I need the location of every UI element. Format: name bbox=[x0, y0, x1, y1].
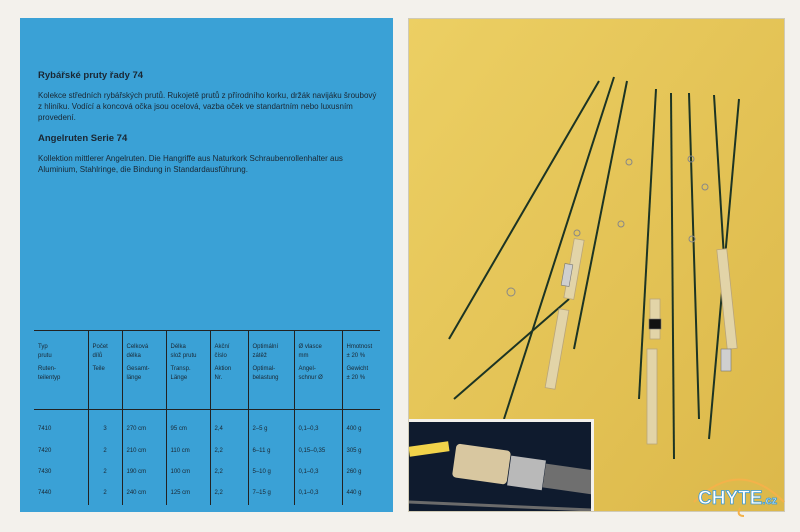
german-description: Kollektion mittlerer Angelruten. Die Hangriffe aus Naturkork Schraubenrollenhalter aus Aluminium, Stahlringe, die Bindung in Standardausführung. bbox=[38, 154, 343, 174]
table-cell: 110 cm bbox=[166, 442, 210, 463]
table-cell: 7–15 g bbox=[248, 484, 294, 505]
table-cell: 240 cm bbox=[122, 484, 166, 505]
czech-header-4: Akční číslo bbox=[210, 331, 248, 362]
table-cell: 0,1–0,3 bbox=[294, 484, 342, 505]
czech-heading: Rybářské pruty řady 74 bbox=[38, 70, 144, 81]
table-cell: 305 g bbox=[342, 442, 380, 463]
czech-header-3: Délka slož prutu bbox=[166, 331, 210, 362]
table-row bbox=[34, 484, 380, 505]
watermark-text: CHYTE.cz bbox=[698, 488, 778, 509]
table-cell: 100 cm bbox=[166, 463, 210, 484]
table-cell: 5–10 g bbox=[248, 463, 294, 484]
table-cell: 2,2 bbox=[210, 484, 248, 505]
table-cell: 210 cm bbox=[122, 442, 166, 463]
table-cell: 7430 bbox=[38, 469, 52, 476]
table-cell: 2,2 bbox=[210, 442, 248, 463]
table-cell: 260 g bbox=[342, 463, 380, 484]
table-cell: 2 bbox=[88, 442, 122, 463]
german-header-1: Teile bbox=[88, 361, 122, 410]
czech-header-7: Hmotnost ± 20 % bbox=[342, 331, 380, 362]
german-header-0: Ruten- teilentyp bbox=[34, 361, 88, 410]
table-cell: 0,1–0,3 bbox=[294, 463, 342, 484]
czech-header-1: Počet dílů bbox=[88, 331, 122, 362]
czech-header-0: Typ prutu bbox=[34, 331, 88, 362]
german-header-3: Transp. Länge bbox=[166, 361, 210, 410]
table-cell: 2,2 bbox=[210, 463, 248, 484]
table-cell: 0,15–0,35 bbox=[294, 442, 342, 463]
reel-seat-closeup-photo bbox=[409, 419, 594, 512]
table-header-german bbox=[34, 361, 380, 410]
table-cell: 270 cm bbox=[122, 410, 166, 443]
rod-spec-table bbox=[34, 330, 380, 505]
german-header-2: Gesamt- länge bbox=[122, 361, 166, 410]
table-cell: 3 bbox=[88, 410, 122, 443]
german-header-6: Angel- schnur Ø bbox=[294, 361, 342, 410]
table-cell: 7440 bbox=[38, 490, 52, 497]
table-cell: 190 cm bbox=[122, 463, 166, 484]
czech-header-6: Ø vlasce mm bbox=[294, 331, 342, 362]
table-cell: 400 g bbox=[342, 410, 380, 443]
table-cell: 2,4 bbox=[210, 410, 248, 443]
table-cell: 7420 bbox=[38, 448, 52, 455]
czech-header-2: Celková délka bbox=[122, 331, 166, 362]
table-cell: 6–11 g bbox=[248, 442, 294, 463]
czech-header-5: Optimální zátěž bbox=[248, 331, 294, 362]
catalog-text-panel bbox=[20, 18, 393, 512]
table-cell: 2 bbox=[88, 484, 122, 505]
table-cell: 2 bbox=[88, 463, 122, 484]
table-body bbox=[34, 410, 380, 506]
german-heading: Angelruten Serie 74 bbox=[38, 133, 128, 144]
chyte-watermark-logo bbox=[684, 462, 794, 522]
table-cell: 0,1–0,3 bbox=[294, 410, 342, 443]
german-header-4: Aktion Nr. bbox=[210, 361, 248, 410]
fishing-rods-photo bbox=[408, 18, 785, 512]
table-row bbox=[34, 442, 380, 463]
table-header-czech bbox=[34, 331, 380, 362]
table-cell: 2–5 g bbox=[248, 410, 294, 443]
table-cell: 125 cm bbox=[166, 484, 210, 505]
table-row bbox=[34, 410, 380, 443]
german-header-5: Optimal- belastung bbox=[248, 361, 294, 410]
czech-description: Kolekce středních rybářských prutů. Rukojetě prutů z přírodního korku, držák navijáku šroubový z hliníku. Vodící a koncová očka jsou ocelová, vazba oček ve standartním nebo luxusním provedení. bbox=[38, 91, 377, 122]
table-row bbox=[34, 463, 380, 484]
german-header-7: Gewicht ± 20 % bbox=[342, 361, 380, 410]
table-cell: 7410 bbox=[38, 426, 52, 432]
table-cell: 95 cm bbox=[166, 410, 210, 443]
reel-seat-closeup bbox=[409, 422, 591, 512]
table-cell: 440 g bbox=[342, 484, 380, 505]
